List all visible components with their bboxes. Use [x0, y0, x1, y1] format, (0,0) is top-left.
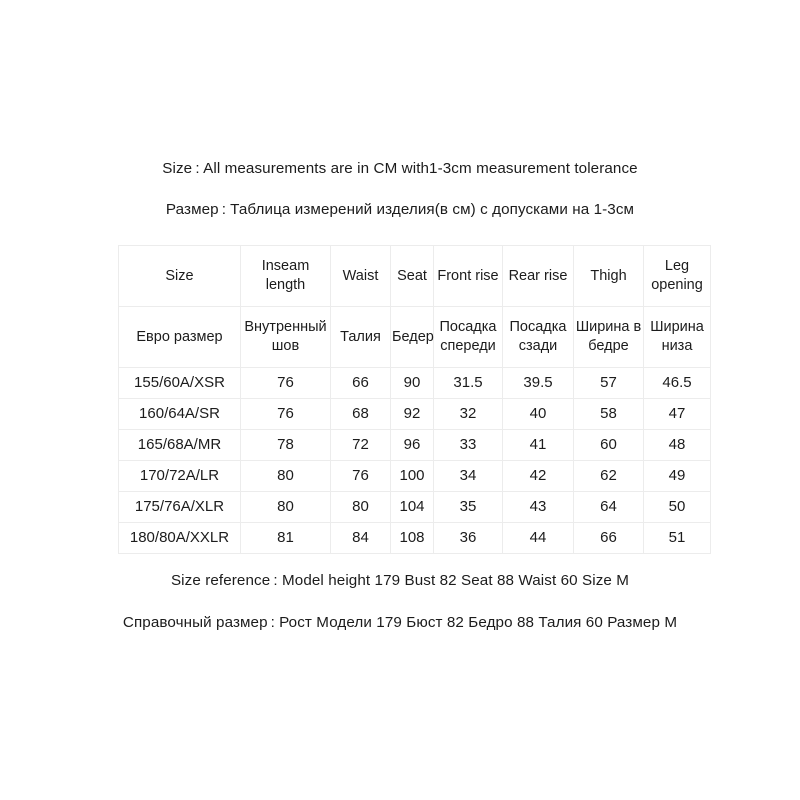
header-cell-thigh-ru: Ширина в бедре: [574, 307, 644, 368]
table-row: [119, 492, 711, 523]
cell-measurement: 32: [434, 399, 503, 430]
table-row: [119, 430, 711, 461]
cell-measurement: 50: [644, 492, 711, 523]
cell-measurement: 90: [391, 368, 434, 399]
cell-size-label: 160/64A/SR: [119, 399, 241, 430]
header-cell-front-rise-ru: Посадка спереди: [434, 307, 503, 368]
header-cell-waist-ru: Талия: [331, 307, 391, 368]
cell-measurement: 80: [241, 461, 331, 492]
footer-line-russian: Справочный размер : Рост Модели 179 Бюст 82 Бедро 88 Талия 60 Размер M: [122, 614, 678, 631]
cell-measurement: 36: [434, 523, 503, 554]
cell-measurement: 48: [644, 430, 711, 461]
table-row: [119, 399, 711, 430]
cell-measurement: 43: [503, 492, 574, 523]
cell-measurement: 96: [391, 430, 434, 461]
cell-size-label: 155/60A/XSR: [119, 368, 241, 399]
header-cell-seat-ru: Бедер: [391, 307, 434, 368]
cell-measurement: 84: [331, 523, 391, 554]
cell-measurement: 35: [434, 492, 503, 523]
cell-measurement: 33: [434, 430, 503, 461]
cell-measurement: 39.5: [503, 368, 574, 399]
cell-measurement: 78: [241, 430, 331, 461]
cell-measurement: 100: [391, 461, 434, 492]
cell-measurement: 76: [241, 368, 331, 399]
intro-line-russian: Размер : Таблица измерений изделия(в см) с допусками на 1-3см: [165, 201, 635, 218]
header-cell-waist: Waist: [331, 246, 391, 307]
cell-measurement: 80: [331, 492, 391, 523]
cell-measurement: 108: [391, 523, 434, 554]
cell-size-label: 180/80A/XXLR: [119, 523, 241, 554]
header-cell-rear-rise: Rear rise: [503, 246, 574, 307]
cell-measurement: 41: [503, 430, 574, 461]
intro-line-english: Size : All measurements are in CM with1-3cm measurement tolerance: [162, 160, 638, 177]
cell-measurement: 66: [331, 368, 391, 399]
header-cell-leg-opening-ru: Ширина низа: [644, 307, 711, 368]
header-cell-inseam-length: Inseam length: [241, 246, 331, 307]
table-row: [119, 368, 711, 399]
footer-line-english: Size reference : Model height 179 Bust 82 Seat 88 Waist 60 Size M: [170, 572, 630, 589]
header-cell-seat: Seat: [391, 246, 434, 307]
cell-measurement: 76: [331, 461, 391, 492]
cell-measurement: 49: [644, 461, 711, 492]
cell-measurement: 46.5: [644, 368, 711, 399]
cell-measurement: 57: [574, 368, 644, 399]
cell-size-label: 170/72A/LR: [119, 461, 241, 492]
header-cell-leg-opening: Leg opening: [644, 246, 711, 307]
cell-measurement: 104: [391, 492, 434, 523]
cell-measurement: 66: [574, 523, 644, 554]
size-table-container: [118, 245, 710, 554]
size-chart-table: [118, 245, 711, 554]
cell-measurement: 72: [331, 430, 391, 461]
cell-measurement: 81: [241, 523, 331, 554]
table-row: [119, 461, 711, 492]
cell-measurement: 92: [391, 399, 434, 430]
header-cell-inseam-length-ru: Внутренный шов: [241, 307, 331, 368]
cell-measurement: 80: [241, 492, 331, 523]
cell-measurement: 34: [434, 461, 503, 492]
table-row: [119, 523, 711, 554]
header-cell-thigh: Thigh: [574, 246, 644, 307]
header-cell-size: Size: [119, 246, 241, 307]
cell-measurement: 68: [331, 399, 391, 430]
cell-measurement: 42: [503, 461, 574, 492]
header-cell-size-ru: Евро размер: [119, 307, 241, 368]
cell-measurement: 58: [574, 399, 644, 430]
cell-size-label: 175/76A/XLR: [119, 492, 241, 523]
cell-measurement: 51: [644, 523, 711, 554]
cell-measurement: 44: [503, 523, 574, 554]
cell-measurement: 31.5: [434, 368, 503, 399]
cell-measurement: 40: [503, 399, 574, 430]
cell-size-label: 165/68A/MR: [119, 430, 241, 461]
header-row-english: [119, 246, 711, 307]
cell-measurement: 47: [644, 399, 711, 430]
table-body: [119, 368, 711, 554]
cell-measurement: 60: [574, 430, 644, 461]
cell-measurement: 76: [241, 399, 331, 430]
header-cell-rear-rise-ru: Посадка сзади: [503, 307, 574, 368]
header-cell-front-rise: Front rise: [434, 246, 503, 307]
cell-measurement: 62: [574, 461, 644, 492]
table-header: [119, 246, 711, 368]
cell-measurement: 64: [574, 492, 644, 523]
header-row-russian: [119, 307, 711, 368]
